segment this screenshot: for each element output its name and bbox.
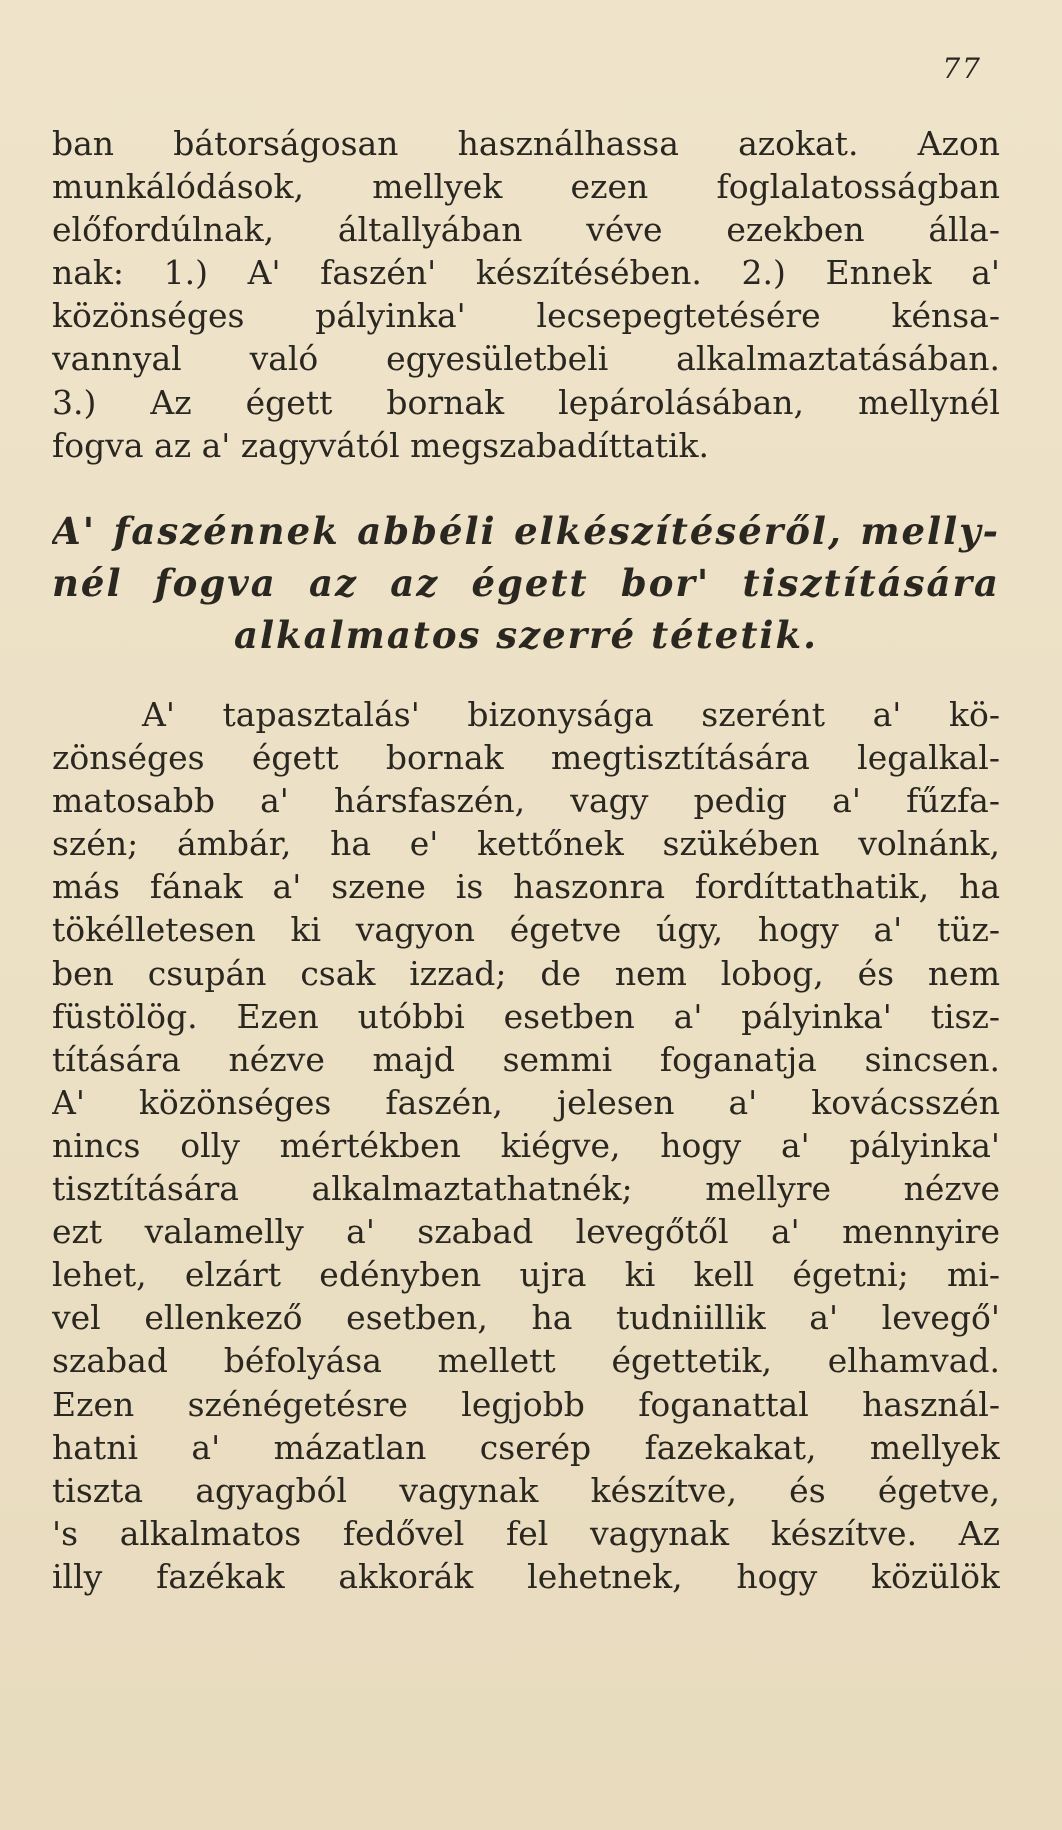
text-line: lehet, elzárt edényben ujra ki kell égetni; mi- — [52, 1255, 1000, 1295]
text-line: vannyal való egyesületbeli alkalmaztatásában. — [52, 339, 1000, 379]
text-line: A' tapasztalás' bizonysága szerént a' kö- — [142, 695, 1000, 734]
text-line: 's alkalmatos fedővel fel vagynak készítve. Az — [52, 1513, 1000, 1553]
text-line: ban bátorságosan használhassa azokat. Azon — [52, 124, 1000, 163]
text-line: fogva az a' zagyvától megszabadíttatik. — [52, 425, 710, 465]
text-line: munkálódások, mellyek ezen foglalatosságban — [52, 167, 1000, 207]
text-line: títására nézve majd semmi foganatja sincsen. — [52, 1039, 1000, 1079]
text-line: A' közönséges faszén, jelesen a' kovácsszén — [52, 1082, 1000, 1122]
text-line: hatni a' mázatlan cserép fazekakat, mellyek — [52, 1427, 1000, 1467]
text-line: nincs olly mértékben kiégve, hogy a' pályinka' — [52, 1125, 1000, 1165]
text-line: tökélletesen ki vagyon égetve úgy, hogy a' tüz- — [52, 910, 1000, 950]
text-line: illy fazékak akkorák lehetnek, hogy közülök — [52, 1556, 1000, 1596]
text-line: nak: 1.) A' faszén' készítésében. 2.) Ennek a' — [52, 253, 1000, 293]
text-line: más fának a' szene is haszonra fordíttathatik, ha — [52, 867, 1000, 907]
paragraph-1 — [52, 122, 1000, 467]
text-line: Ezen szénégetésre legjobb foganattal használ- — [52, 1384, 1000, 1424]
text-line: matosabb a' hársfaszén, vagy pedig a' fűzfa- — [52, 781, 1000, 821]
heading-line: nél fogva az az égett bor' tisztítására — [52, 561, 1000, 605]
text-line: 3.) Az égett bornak lepárolásában, mellynél — [52, 382, 1000, 422]
text-line: vel ellenkező esetben, ha tudniillik a' levegő' — [52, 1298, 1000, 1338]
page-number: 77 — [942, 52, 982, 85]
text-line: füstölög. Ezen utóbbi esetben a' pályinka' tisz- — [52, 996, 1000, 1036]
text-line: előfordúlnak, általlyában véve ezekben álla- — [52, 210, 1000, 250]
text-line: ben csupán csak izzad; de nem lobog, és nem — [52, 953, 1000, 993]
text-line: zönséges égett bornak megtisztítására legalkal- — [52, 738, 1000, 778]
text-line: szén; ámbár, ha e' kettőnek szükében volnánk, — [52, 824, 1000, 864]
heading-line: alkalmatos szerré tétetik. — [233, 613, 819, 657]
text-line: tiszta agyagból vagynak készítve, és égetve, — [52, 1470, 1000, 1510]
text-line: ezt valamelly a' szabad levegőtől a' mennyire — [52, 1212, 1000, 1252]
heading-line: A' faszénnek abbéli elkészítéséről, melly- — [52, 509, 1000, 553]
section-heading — [52, 505, 1000, 661]
text-line: tisztítására alkalmaztathatnék; mellyre nézve — [52, 1169, 1000, 1209]
text-line: szabad béfolyása mellett égettetik, elhamvad. — [52, 1341, 1000, 1381]
text-line: közönséges pályinka' lecsepegtetésére kénsa- — [52, 296, 1000, 336]
paragraph-2 — [52, 693, 1000, 1598]
